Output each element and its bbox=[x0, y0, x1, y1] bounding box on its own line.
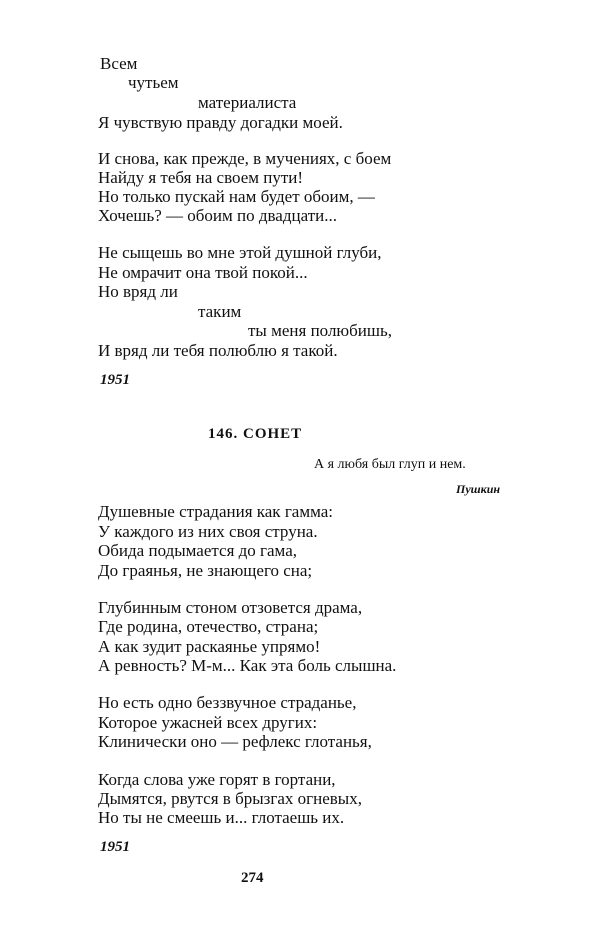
poem-line: Обида подымается до гама, bbox=[98, 541, 297, 560]
poem-line: материалиста bbox=[198, 93, 297, 112]
poem-line: И снова, как прежде, в мучениях, с боем bbox=[98, 149, 392, 168]
poem-line: Но есть одно беззвучное страданье, bbox=[98, 693, 357, 712]
poem-line: Я чувствую правду догадки моей. bbox=[98, 113, 343, 132]
epigraph-author: Пушкин bbox=[456, 482, 501, 496]
poem-line: У каждого из них своя струна. bbox=[98, 522, 318, 541]
epigraph: А я любя был глуп и нем. bbox=[314, 457, 466, 472]
poem-line: Дымятся, рвутся в брызгах огневых, bbox=[98, 789, 362, 808]
poem-line: Не сыщешь во мне этой душной глуби, bbox=[98, 243, 382, 262]
page-number: 274 bbox=[241, 870, 264, 886]
poem-line: Но ты не смеешь и... глотаешь их. bbox=[98, 808, 345, 827]
poem-line: таким bbox=[198, 302, 242, 321]
poem-line: И вряд ли тебя полюблю я такой. bbox=[98, 341, 338, 360]
poem-line: Всем bbox=[100, 54, 138, 73]
poem-line: чутьем bbox=[128, 73, 179, 92]
poem-line: Клинически оно — рефлекс глотанья, bbox=[98, 732, 372, 751]
poem-year: 1951 bbox=[100, 372, 130, 388]
poem-line: А как зудит раскаянье упрямо! bbox=[98, 637, 321, 656]
poem-line: Но вряд ли bbox=[98, 282, 178, 301]
poem-line: Найду я тебя на своем пути! bbox=[98, 168, 304, 187]
poem-line: Где родина, отечество, страна; bbox=[98, 617, 319, 636]
poem-title: 146. СОНЕТ bbox=[208, 426, 303, 442]
poem-line: Хочешь? — обоим по двадцати... bbox=[98, 206, 337, 225]
poem-line: Глубинным стоном отзовется драма, bbox=[98, 598, 363, 617]
poem-line: А ревность? М-м... Как эта боль слышна. bbox=[98, 656, 397, 675]
poem-year: 1951 bbox=[100, 839, 130, 855]
poem-line: Когда слова уже горят в гортани, bbox=[98, 770, 336, 789]
poem-line: До граянья, не знающего сна; bbox=[98, 561, 313, 580]
poem-line: Не омрачит она твой покой... bbox=[98, 263, 308, 282]
poem-line: ты меня полюбишь, bbox=[248, 321, 392, 340]
poem-line: Которое ужасней всех других: bbox=[98, 713, 318, 732]
poem-line: Но только пускай нам будет обоим, — bbox=[98, 187, 375, 206]
poem-line: Душевные страдания как гамма: bbox=[98, 502, 334, 521]
